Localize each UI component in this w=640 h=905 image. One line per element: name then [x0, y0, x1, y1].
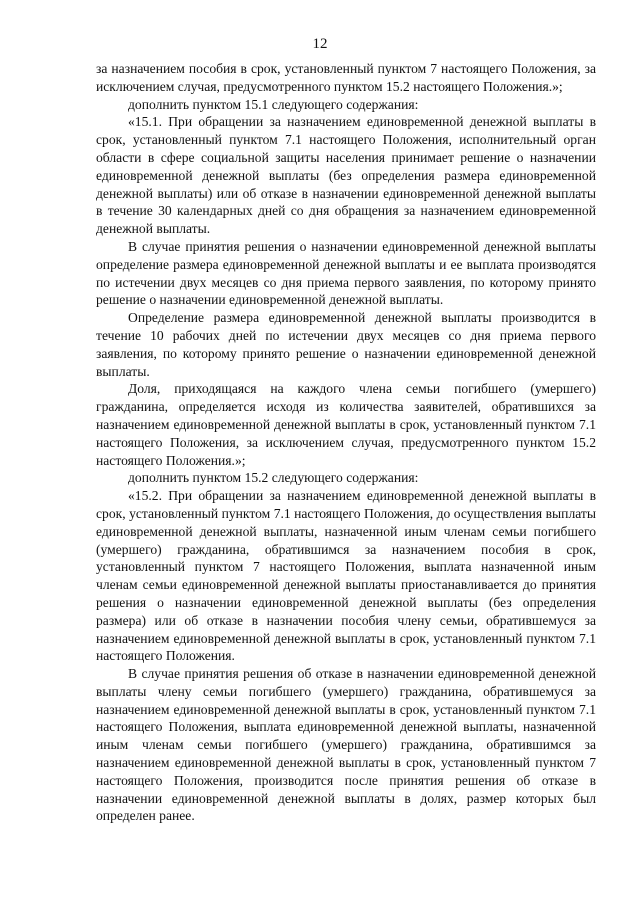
paragraph-payment-determination: В случае принятия решения о назначении единовременной денежной выплаты определение размера единовременной денежной выплаты и ее выплата производятся по истечении двух месяцев со дня приема первого заявления, по которому принято решение о назначении единовременной денежной выплаты. [96, 238, 596, 308]
paragraph-amendment-15-2-intro: дополнить пунктом 15.2 следующего содержания: [128, 470, 419, 486]
paragraph-share: Доля, приходящаяся на каждого члена семьи погибшего (умершего) гражданина, определяется исходя из количества заявителей, обратившихся за назначением единовременной денежной выплаты в срок, установленный пунктом 7.1 настоящего Положения, за исключением случая, предусмотренного пунктом 15.2 настоящего Положения.»; [96, 381, 596, 468]
page-number: 12 [312, 36, 328, 52]
paragraph-refusal-case: В случае принятия решения об отказе в назначении единовременной денежной выплаты члену семьи погибшего (умершего) гражданина, обратившемуся за назначением единовременной денежной выплаты в срок, установленный пунктом 7.1 настоящего Положения, выплата единовременной денежной выплаты, назначенной иным членам семьи погибшего (умершего) гражданина, обратившимся за назначением единовременной денежной выплаты в срок, установленный пунктом 7 настоящего Положения, производится после принятия решения об отказе в назначении единовременной денежной выплаты в долях, размер которых был определен ранее. [96, 666, 596, 824]
paragraph-amendment-15-1-intro: дополнить пунктом 15.1 следующего содержания: [128, 96, 419, 112]
paragraph-15-2: «15.2. При обращении за назначением единовременной денежной выплаты в срок, установленный пунктом 7.1 настоящего Положения, до осуществления выплаты единовременной денежной выплаты, назначенной иным членам семьи погибшего (умершего) гражданина, обратившимся за назначением пособия в срок, установленный пунктом 7 настоящего Положения, выплата назначенной иным членам семьи единовременной денежной выплаты приостанавливается до принятия решения о назначении единовременной денежной выплаты (без определения размера) или об отказе в назначении пособия члену семьи, обратившемуся за назначением единовременной денежной выплаты в срок, установленный пунктом 7.1 настоящего Положения. [96, 488, 596, 664]
paragraph-continuation: за назначением пособия в срок, установленный пунктом 7 настоящего Положения, за исключением случая, предусмотренного пунктом 15.2 настоящего Положения.»; [96, 61, 596, 94]
paragraph-size-determination: Определение размера единовременной денежной выплаты производится в течение 10 рабочих дней по истечении двух месяцев со дня приема первого заявления, по которому принято решение о назначении единовременной денежной выплаты. [96, 310, 596, 379]
paragraph-15-1: «15.1. При обращении за назначением единовременной денежной выплаты в срок, установленный пунктом 7.1 настоящего Положения, исполнительный орган области в сфере социальной защиты населения принимает решение о назначении единовременной денежной выплаты (без определения размера единовременной денежной выплаты) или об отказе в назначении единовременной денежной выплаты в течение 30 календарных дней со дня обращения за назначением единовременной денежной выплаты. [96, 114, 596, 237]
document-body [96, 60, 596, 825]
